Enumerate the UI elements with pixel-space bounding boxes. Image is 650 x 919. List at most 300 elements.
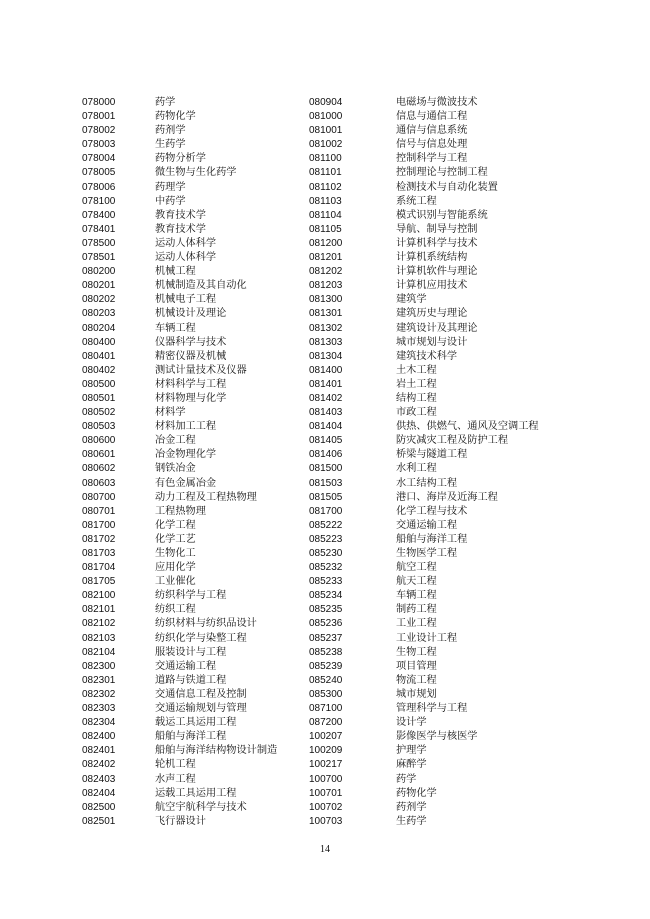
table-row <box>309 237 539 251</box>
table-row <box>82 561 277 575</box>
table-row <box>309 547 539 561</box>
table-row <box>309 815 539 829</box>
major-code: 082401 <box>82 745 116 757</box>
major-name: 建筑学 <box>396 294 427 306</box>
major-name: 教育技术学 <box>155 223 206 235</box>
table-row <box>82 237 277 251</box>
table-row <box>82 96 277 110</box>
major-code: 081101 <box>309 167 342 179</box>
major-name: 运动人体科学 <box>155 252 217 264</box>
major-code: 078100 <box>82 195 116 207</box>
major-code: 080600 <box>82 435 116 447</box>
major-code: 080401 <box>82 350 116 362</box>
major-name: 信息与通信工程 <box>396 111 468 123</box>
major-code: 085222 <box>309 519 343 531</box>
major-code: 078004 <box>82 153 116 165</box>
table-row <box>82 420 277 434</box>
major-code: 100703 <box>309 815 343 827</box>
major-name: 精密仪器及机械 <box>155 350 227 362</box>
major-code: 080204 <box>82 322 116 334</box>
table-row <box>309 392 539 406</box>
major-code: 082403 <box>82 773 116 785</box>
major-name: 交通运输规划与管理 <box>155 703 247 715</box>
table-row <box>82 533 277 547</box>
table-row <box>309 477 539 491</box>
major-code: 085300 <box>309 688 343 700</box>
table-row <box>309 519 539 533</box>
major-name: 结构工程 <box>396 392 437 404</box>
major-code: 081700 <box>309 505 343 517</box>
table-row <box>309 96 539 110</box>
major-code: 080201 <box>82 280 116 292</box>
table-row <box>82 392 277 406</box>
table-row <box>309 617 539 631</box>
major-name: 运动人体科学 <box>155 237 217 249</box>
table-row <box>82 575 277 589</box>
major-name: 微生物与生化药学 <box>155 167 237 179</box>
major-code: 081200 <box>309 237 343 249</box>
major-name: 化学工程 <box>155 519 196 531</box>
table-row <box>82 688 277 702</box>
major-name: 供热、供燃气、通风及空调工程 <box>396 421 539 433</box>
major-code: 082103 <box>82 632 116 644</box>
major-code: 082101 <box>82 604 116 616</box>
major-code: 081505 <box>309 491 343 503</box>
major-code: 081400 <box>309 364 343 376</box>
major-name: 城市规划 <box>396 688 437 700</box>
table-row <box>82 505 277 519</box>
major-code: 085236 <box>309 618 343 630</box>
major-name: 物流工程 <box>396 674 437 686</box>
table-row <box>309 279 539 293</box>
major-code: 085230 <box>309 548 343 559</box>
table-row <box>82 448 277 462</box>
major-name: 管理科学与工程 <box>396 703 468 715</box>
table-row <box>309 110 539 124</box>
table-row <box>82 730 277 744</box>
major-name: 建筑技术科学 <box>396 350 458 362</box>
table-row <box>82 307 277 321</box>
major-code: 080400 <box>82 336 116 348</box>
table-row <box>309 575 539 589</box>
major-code: 078002 <box>82 125 116 137</box>
major-name: 控制理论与控制工程 <box>396 167 488 179</box>
major-code: 078501 <box>82 252 116 264</box>
major-code: 080701 <box>82 505 116 517</box>
major-code: 081703 <box>82 548 116 559</box>
table-row <box>309 688 539 702</box>
major-code: 082104 <box>82 646 116 658</box>
major-name: 计算机应用技术 <box>396 280 468 292</box>
major-name: 载运工具运用工程 <box>155 717 237 729</box>
table-row <box>309 293 539 307</box>
table-row <box>309 223 539 237</box>
page-number: 14 <box>320 844 330 855</box>
major-name: 工业催化 <box>155 576 196 588</box>
major-name: 纺织工程 <box>155 604 196 616</box>
major-name: 药剂学 <box>155 125 186 137</box>
major-name: 麻醉学 <box>396 759 427 771</box>
table-row <box>309 801 539 815</box>
major-code: 078500 <box>82 237 116 249</box>
major-name: 车辆工程 <box>396 590 437 602</box>
table-row <box>309 434 539 448</box>
major-code: 081201 <box>309 252 343 264</box>
table-row <box>82 110 277 124</box>
major-code: 081104 <box>309 209 342 221</box>
major-code: 081402 <box>309 392 343 404</box>
major-name: 航空宇航科学与技术 <box>155 801 247 813</box>
major-code: 085237 <box>309 632 343 644</box>
major-name: 冶金物理化学 <box>155 449 217 461</box>
table-row <box>82 152 277 166</box>
table-row <box>309 251 539 265</box>
table-row <box>82 364 277 378</box>
major-name: 控制科学与工程 <box>396 153 468 165</box>
major-name: 水利工程 <box>396 463 437 475</box>
table-row <box>309 336 539 350</box>
major-code: 081105 <box>309 223 342 235</box>
table-row <box>82 815 277 829</box>
table-row <box>82 491 277 505</box>
major-name: 船舶与海洋工程 <box>155 731 227 743</box>
major-code: 085232 <box>309 562 343 574</box>
major-name: 生物工程 <box>396 646 437 658</box>
major-name: 通信与信息系统 <box>396 125 468 137</box>
major-code: 082302 <box>82 688 116 700</box>
major-code: 080904 <box>309 97 343 108</box>
table-row <box>309 124 539 138</box>
major-name: 港口、海岸及近海工程 <box>396 491 498 503</box>
major-code: 085235 <box>309 604 343 616</box>
major-name: 飞行器设计 <box>155 815 206 827</box>
table-row <box>82 617 277 631</box>
major-name: 药物化学 <box>396 787 437 799</box>
table-row <box>309 603 539 617</box>
major-code: 080200 <box>82 266 116 278</box>
major-code: 081300 <box>309 294 343 306</box>
major-code: 081304 <box>309 350 343 362</box>
major-name: 航空工程 <box>396 562 437 574</box>
major-name: 航天工程 <box>396 576 437 588</box>
table-row <box>82 477 277 491</box>
major-name: 建筑设计及其理论 <box>396 322 478 334</box>
table-row <box>82 181 277 195</box>
major-code: 080402 <box>82 364 116 376</box>
major-code: 082400 <box>82 731 116 743</box>
table-row <box>309 702 539 716</box>
table-row <box>309 406 539 420</box>
right-column <box>309 96 539 829</box>
major-name: 工业工程 <box>396 618 437 630</box>
table-row <box>309 364 539 378</box>
table-row <box>309 138 539 152</box>
major-code: 087100 <box>309 703 343 715</box>
table-row <box>309 195 539 209</box>
major-code: 085233 <box>309 576 343 588</box>
major-name: 船舶与海洋工程 <box>396 533 468 545</box>
major-code: 080501 <box>82 392 116 404</box>
major-name: 影像医学与核医学 <box>396 731 478 743</box>
major-code: 080503 <box>82 421 116 433</box>
table-row <box>309 462 539 476</box>
table-row <box>82 434 277 448</box>
table-row <box>309 448 539 462</box>
major-name: 系统工程 <box>396 195 437 207</box>
major-code: 081404 <box>309 421 343 433</box>
major-name: 材料物理与化学 <box>155 392 227 404</box>
table-row <box>309 505 539 519</box>
table-row <box>82 787 277 801</box>
major-code: 078001 <box>82 111 116 123</box>
major-name: 机械工程 <box>155 266 196 278</box>
major-name: 市政工程 <box>396 407 437 419</box>
table-row <box>82 138 277 152</box>
table-row <box>309 773 539 787</box>
table-row <box>309 787 539 801</box>
major-code: 081405 <box>309 435 343 447</box>
major-code: 078400 <box>82 209 116 221</box>
major-code: 082301 <box>82 674 116 686</box>
major-code: 085234 <box>309 590 343 602</box>
major-code: 078401 <box>82 223 116 235</box>
major-name: 纺织化学与染整工程 <box>155 632 247 644</box>
table-row <box>82 124 277 138</box>
major-name: 计算机科学与技术 <box>396 237 478 249</box>
table-row <box>309 632 539 646</box>
major-code: 082304 <box>82 717 116 729</box>
major-code: 081503 <box>309 477 343 489</box>
major-code: 081302 <box>309 322 343 334</box>
table-row <box>82 758 277 772</box>
major-name: 交通运输工程 <box>396 519 458 531</box>
table-row <box>82 322 277 336</box>
major-code: 080603 <box>82 477 116 489</box>
major-code: 081500 <box>309 463 343 475</box>
table-row <box>309 166 539 180</box>
major-code: 087200 <box>309 717 343 729</box>
major-name: 生物医学工程 <box>396 548 458 559</box>
major-name: 城市规划与设计 <box>396 336 468 348</box>
major-name: 模式识别与智能系统 <box>396 209 488 221</box>
table-row <box>82 293 277 307</box>
major-name: 服装设计与工程 <box>155 646 227 658</box>
major-name: 生药学 <box>155 139 186 151</box>
major-code: 082102 <box>82 618 116 630</box>
major-name: 材料科学与工程 <box>155 378 227 390</box>
major-name: 制药工程 <box>396 604 437 616</box>
major-code: 081301 <box>309 308 343 320</box>
table-row <box>309 561 539 575</box>
table-row <box>82 209 277 223</box>
major-name: 教育技术学 <box>155 209 206 221</box>
table-row <box>309 209 539 223</box>
major-code: 082500 <box>82 801 116 813</box>
table-row <box>82 195 277 209</box>
table-row <box>82 632 277 646</box>
major-name: 交通信息工程及控制 <box>155 688 247 700</box>
major-name: 工程热物理 <box>155 505 206 517</box>
table-row <box>309 730 539 744</box>
table-row <box>309 307 539 321</box>
table-row <box>82 462 277 476</box>
table-row <box>309 350 539 364</box>
major-code: 100702 <box>309 801 343 813</box>
major-name: 有色金属冶金 <box>155 477 217 489</box>
major-code: 078006 <box>82 181 116 193</box>
major-code: 078003 <box>82 139 116 151</box>
table-row <box>82 801 277 815</box>
table-row <box>82 406 277 420</box>
major-name: 检测技术与自动化装置 <box>396 181 498 193</box>
major-code: 081001 <box>309 125 343 137</box>
table-row <box>309 758 539 772</box>
major-name: 化学工程与技术 <box>396 505 468 517</box>
major-name: 应用化学 <box>155 562 196 574</box>
major-code: 100209 <box>309 745 343 757</box>
table-row <box>309 491 539 505</box>
table-row <box>309 265 539 279</box>
table-row <box>309 152 539 166</box>
major-code: 081401 <box>309 378 343 390</box>
table-row <box>82 519 277 533</box>
major-name: 仪器科学与技术 <box>155 336 227 348</box>
table-row <box>82 603 277 617</box>
table-row <box>82 646 277 660</box>
major-code: 100207 <box>309 731 343 743</box>
major-name: 道路与铁道工程 <box>155 674 227 686</box>
table-row <box>309 322 539 336</box>
major-code: 081203 <box>309 280 343 292</box>
major-name: 材料学 <box>155 407 186 419</box>
major-name: 土木工程 <box>396 364 437 376</box>
major-code: 081705 <box>82 576 116 588</box>
table-row <box>309 716 539 730</box>
major-name: 车辆工程 <box>155 322 196 334</box>
major-name: 电磁场与微波技术 <box>396 97 478 108</box>
major-name: 化学工艺 <box>155 533 196 545</box>
major-name: 交通运输工程 <box>155 660 217 672</box>
major-name: 项目管理 <box>396 660 437 672</box>
major-code: 080700 <box>82 491 116 503</box>
major-name: 冶金工程 <box>155 435 196 447</box>
table-row <box>82 744 277 758</box>
table-row <box>309 181 539 195</box>
major-code: 081406 <box>309 449 343 461</box>
major-name: 药物化学 <box>155 111 196 123</box>
table-row <box>309 378 539 392</box>
major-name: 岩土工程 <box>396 378 437 390</box>
major-code: 081303 <box>309 336 343 348</box>
table-row <box>309 589 539 603</box>
major-code: 080202 <box>82 294 116 306</box>
major-code: 078005 <box>82 167 116 179</box>
major-code: 081100 <box>309 153 342 165</box>
major-name: 桥梁与隧道工程 <box>396 449 468 461</box>
major-code: 081702 <box>82 533 116 545</box>
table-row <box>82 166 277 180</box>
major-name: 轮机工程 <box>155 759 196 771</box>
major-name: 药理学 <box>155 181 186 193</box>
table-row <box>82 378 277 392</box>
major-code: 080601 <box>82 449 116 461</box>
major-code: 081102 <box>309 181 342 193</box>
table-row <box>309 533 539 547</box>
major-code: 082100 <box>82 590 116 602</box>
table-row <box>82 702 277 716</box>
table-row <box>82 279 277 293</box>
table-row <box>309 420 539 434</box>
major-code: 081403 <box>309 407 343 419</box>
major-name: 水声工程 <box>155 773 196 785</box>
major-code: 081103 <box>309 195 342 207</box>
table-row <box>82 336 277 350</box>
table-row <box>82 589 277 603</box>
major-code: 080203 <box>82 308 116 320</box>
major-code: 081002 <box>309 139 343 151</box>
major-name: 材料加工工程 <box>155 421 217 433</box>
major-name: 工业设计工程 <box>396 632 458 644</box>
major-code: 085240 <box>309 674 343 686</box>
major-name: 计算机软件与理论 <box>396 266 478 278</box>
major-code: 080502 <box>82 407 116 419</box>
major-name: 计算机系统结构 <box>396 252 468 264</box>
major-name: 纺织科学与工程 <box>155 590 227 602</box>
major-code: 085238 <box>309 646 343 658</box>
table-row <box>82 350 277 364</box>
major-code: 085223 <box>309 533 343 545</box>
major-name: 建筑历史与理论 <box>396 308 468 320</box>
major-code: 080500 <box>82 378 116 390</box>
major-name: 导航、制导与控制 <box>396 223 478 235</box>
major-name: 药物分析学 <box>155 153 206 165</box>
major-code: 082402 <box>82 759 116 771</box>
major-code: 082501 <box>82 815 116 827</box>
major-name: 纺织材料与纺织品设计 <box>155 618 257 630</box>
table-row <box>82 547 277 561</box>
major-code: 081202 <box>309 266 343 278</box>
major-name: 中药学 <box>155 195 186 207</box>
major-code: 100700 <box>309 773 343 785</box>
major-name: 防灾减灾工程及防护工程 <box>396 435 509 447</box>
table-row <box>309 646 539 660</box>
major-name: 动力工程及工程热物理 <box>155 491 257 503</box>
major-name: 测试计量技术及仪器 <box>155 364 247 376</box>
major-code: 085239 <box>309 660 343 672</box>
major-code: 082300 <box>82 660 116 672</box>
major-code: 080602 <box>82 463 116 475</box>
major-name: 生物化工 <box>155 548 196 559</box>
table-row <box>309 744 539 758</box>
major-code: 081000 <box>309 111 343 123</box>
major-code: 081704 <box>82 562 116 574</box>
table-row <box>309 674 539 688</box>
table-row <box>82 223 277 237</box>
major-name: 护理学 <box>396 745 427 757</box>
major-code: 078000 <box>82 97 116 108</box>
major-name: 水工结构工程 <box>396 477 458 489</box>
major-name: 运载工具运用工程 <box>155 787 237 799</box>
major-name: 药学 <box>396 773 417 785</box>
major-name: 机械设计及理论 <box>155 308 227 320</box>
major-name: 生药学 <box>396 815 427 827</box>
table-row <box>309 660 539 674</box>
major-name: 钢铁冶金 <box>155 463 196 475</box>
major-code: 081700 <box>82 519 116 531</box>
table-row <box>82 773 277 787</box>
major-name: 信号与信息处理 <box>396 139 468 151</box>
table-row <box>82 674 277 688</box>
